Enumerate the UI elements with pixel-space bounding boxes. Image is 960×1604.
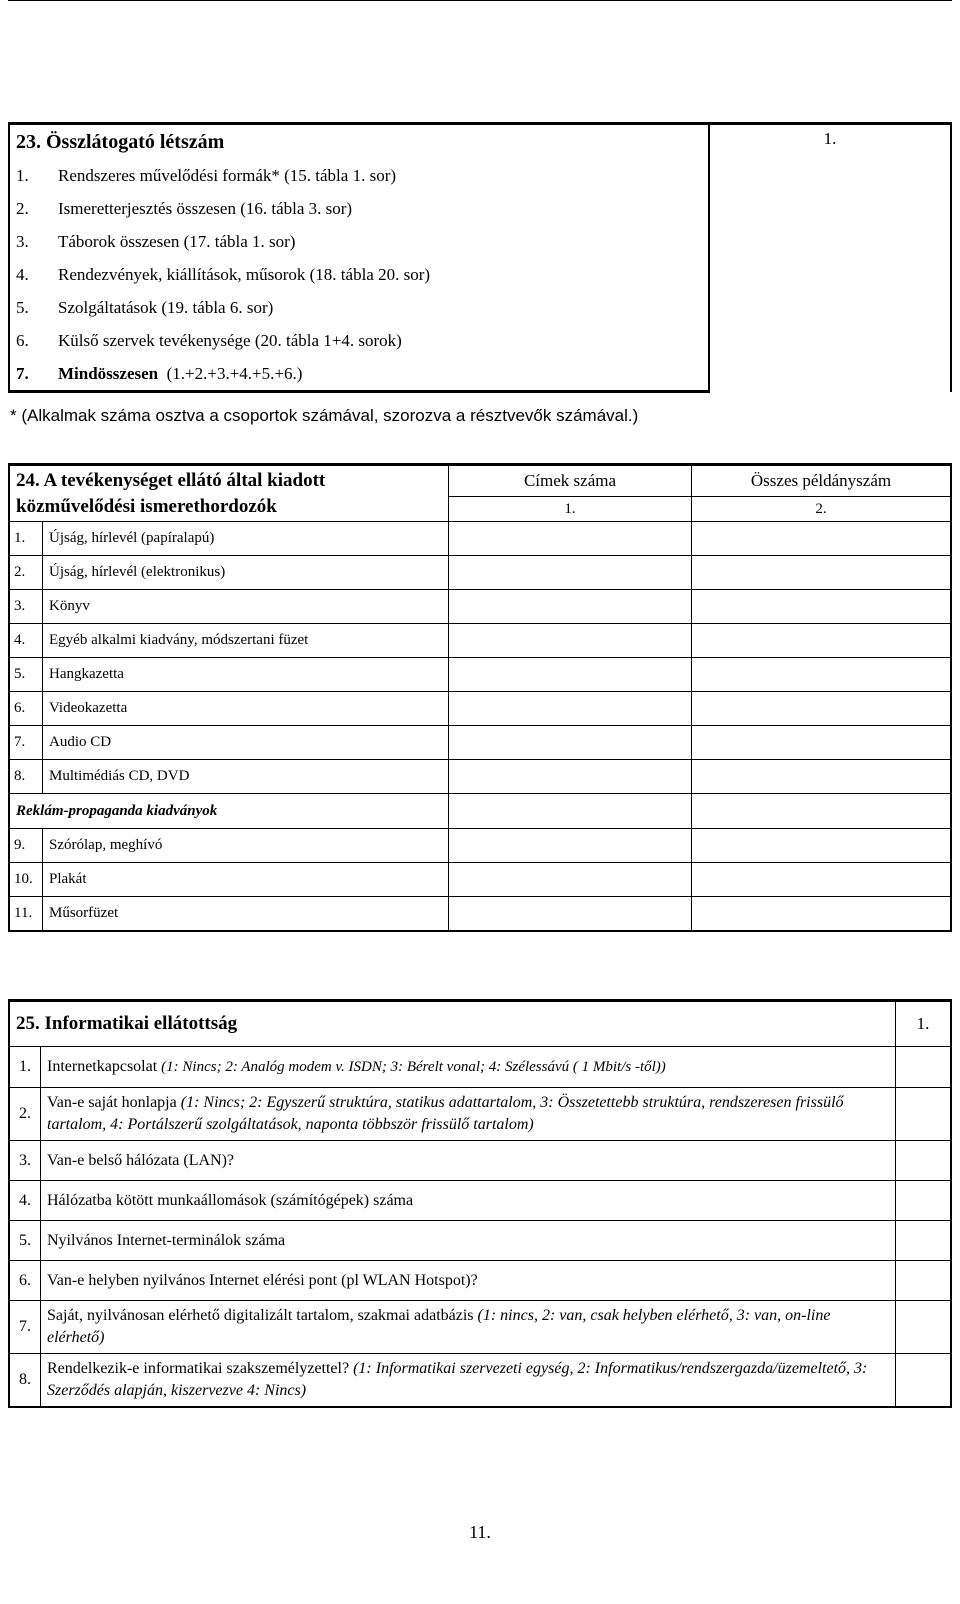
- table-row: [9, 1001, 951, 1047]
- cell-copies[interactable]: [692, 692, 952, 726]
- question-text: Internetkapcsolat: [47, 1058, 162, 1075]
- row-number: 8.: [9, 760, 43, 794]
- table-row: [9, 829, 951, 863]
- answer-options: (1: Nincs; 2: Analóg modem v. ISDN; 3: Bérelt vonal; 4: Szélessávú ( 1 Mbit/s -től)): [161, 1059, 666, 1075]
- row-label: Rendszeres művelődési formák* (15. tábla 1. sor): [58, 165, 397, 185]
- row-number: 3.: [9, 1141, 41, 1181]
- cell-answer[interactable]: [896, 1354, 952, 1408]
- table-row-subheading: [9, 794, 951, 829]
- cell-answer[interactable]: [896, 1221, 952, 1261]
- row-number: 2.: [9, 556, 43, 590]
- cell-copies[interactable]: [692, 897, 952, 932]
- cell-titles[interactable]: [449, 556, 692, 590]
- row-number: 11.: [9, 897, 43, 932]
- cell-titles[interactable]: [449, 760, 692, 794]
- cell-answer[interactable]: [896, 1261, 952, 1301]
- table-25-title: 25. Informatikai ellátottság: [9, 1001, 896, 1047]
- row-number: 7.: [9, 1301, 41, 1354]
- cell-blank: [692, 794, 952, 829]
- row-number: 8.: [9, 1354, 41, 1408]
- cell-answer[interactable]: [896, 1047, 952, 1088]
- table-row: [9, 1181, 951, 1221]
- column-number: 2.: [692, 497, 952, 522]
- row-number: 6.: [9, 1261, 41, 1301]
- cell-titles[interactable]: [449, 658, 692, 692]
- row-label: Egyéb alkalmi kiadvány, módszertani füzet: [43, 624, 449, 658]
- total-label: Mindösszesen: [58, 363, 159, 383]
- row-label: [41, 1088, 896, 1141]
- answer-options: (1: Informatikai szervezeti egység, 2: Informatikus/rendszergazda/üzemeltető, 3: Szerződés alapján, kiszervezve 4: Nincs): [47, 1360, 868, 1399]
- page-number: 11.: [469, 1522, 491, 1542]
- table-row: [9, 1221, 951, 1261]
- cell-copies[interactable]: [692, 726, 952, 760]
- cell-blank: [449, 794, 692, 829]
- cell-titles[interactable]: [449, 726, 692, 760]
- table-row: [9, 1354, 951, 1408]
- row-label: Van-e belső hálózata (LAN)?: [41, 1141, 896, 1181]
- cell-copies[interactable]: [692, 590, 952, 624]
- row-label: Könyv: [43, 590, 449, 624]
- question-text: Saját, nyilvánosan elérhető digitalizált tartalom, szakmai adatbázis: [47, 1307, 478, 1324]
- cell-answer[interactable]: [896, 1088, 952, 1141]
- row-label: Videokazetta: [43, 692, 449, 726]
- row-number: 5.: [9, 658, 43, 692]
- cell-copies[interactable]: [692, 556, 952, 590]
- top-rule: [8, 0, 952, 1]
- column-number: 1.: [449, 497, 692, 522]
- table-row: [9, 1141, 951, 1181]
- table-row: [9, 624, 951, 658]
- row-number: 1.: [9, 1047, 41, 1088]
- table-row: [9, 863, 951, 897]
- row-label: Rendezvények, kiállítások, műsorok (18. tábla 20. sor): [58, 264, 431, 284]
- row-label: [41, 1354, 896, 1408]
- table-24-publications: [8, 463, 952, 932]
- table-row: [9, 1301, 951, 1354]
- table-row: [9, 1261, 951, 1301]
- cell-answer[interactable]: [896, 1141, 952, 1181]
- cell-titles[interactable]: [449, 624, 692, 658]
- row-label: Műsorfüzet: [43, 897, 449, 932]
- table-row: [9, 658, 951, 692]
- row-number: 5.: [9, 1221, 41, 1261]
- table-row: [9, 726, 951, 760]
- row-label: Van-e helyben nyilvános Internet elérési pont (pl WLAN Hotspot)?: [41, 1261, 896, 1301]
- table-row: [9, 692, 951, 726]
- row-label: Nyilvános Internet-terminálok száma: [41, 1221, 896, 1261]
- row-number: 1.: [9, 522, 43, 556]
- table-25-it-equipment: [8, 999, 952, 1408]
- cell-copies[interactable]: [692, 829, 952, 863]
- row-label: Hálózatba kötött munkaállomások (számítógépek) száma: [41, 1181, 896, 1221]
- cell-copies[interactable]: [692, 658, 952, 692]
- cell-copies[interactable]: [692, 522, 952, 556]
- cell-titles[interactable]: [449, 522, 692, 556]
- row-number: 3.: [9, 590, 43, 624]
- row-label: Szórólap, meghívó: [43, 829, 449, 863]
- row-number: 6.: [9, 692, 43, 726]
- row-number: 4.: [16, 264, 29, 284]
- question-text: Van-e saját honlapja: [47, 1094, 181, 1111]
- row-number: 2.: [9, 1088, 41, 1141]
- cell-answer[interactable]: [896, 1301, 952, 1354]
- question-text: Rendelkezik-e informatikai szakszemélyzettel?: [47, 1360, 354, 1377]
- row-label: Külső szervek tevékenysége (20. tábla 1+4. sorok): [58, 330, 402, 350]
- row-label: [41, 1047, 896, 1088]
- table-row: [9, 1088, 951, 1141]
- row-number: 7.: [16, 363, 29, 383]
- row-number: 1.: [16, 165, 29, 185]
- row-number: 4.: [9, 624, 43, 658]
- table-row: [9, 556, 951, 590]
- cell-copies[interactable]: [692, 624, 952, 658]
- table-row: [9, 590, 951, 624]
- table-row: [9, 897, 951, 932]
- row-label: Újság, hírlevél (papíralapú): [43, 522, 449, 556]
- row-number: 7.: [9, 726, 43, 760]
- cell-copies[interactable]: [692, 863, 952, 897]
- table-row: [9, 124, 951, 160]
- row-number: 2.: [16, 198, 29, 218]
- row-number: 3.: [16, 231, 29, 251]
- answer-options: (1: Nincs; 2: Egyszerű struktúra, statikus adattartalom, 3: Összetettebb struktúra, rendszeresen frissülő tartalom, 4: Portálszerű szolgáltatások, naponta többször frissülő tartalom): [47, 1094, 844, 1133]
- cell-titles[interactable]: [449, 590, 692, 624]
- row-label: Ismeretterjesztés összesen (16. tábla 3. sor): [58, 198, 353, 218]
- row-label: Audio CD: [43, 726, 449, 760]
- table-23-column-number: 1.: [709, 124, 951, 392]
- row-number: 9.: [9, 829, 43, 863]
- row-number: 6.: [16, 330, 29, 350]
- table-23-visitors: [8, 122, 952, 393]
- row-number: 5.: [16, 297, 29, 317]
- row-label: [41, 1301, 896, 1354]
- row-label: Multimédiás CD, DVD: [43, 760, 449, 794]
- table-24-title: 24. A tevékenységet ellátó által kiadott közművelődési ismerethordozók: [9, 465, 449, 522]
- row-number: 10.: [9, 863, 43, 897]
- answer-options: (1: nincs, 2: van, csak helyben elérhető, 3: van, on-line elérhető): [47, 1307, 831, 1346]
- column-header-titles: Címek száma: [449, 465, 692, 497]
- cell-answer[interactable]: [896, 1181, 952, 1221]
- row-label: Plakát: [43, 863, 449, 897]
- table-row: [9, 465, 951, 497]
- subheading-promo: Reklám-propaganda kiadványok: [9, 794, 449, 829]
- row-label: Szolgáltatások (19. tábla 6. sor): [58, 297, 274, 317]
- total-formula: (1.+2.+3.+4.+5.+6.): [166, 363, 303, 383]
- table-25-column-number: 1.: [896, 1001, 952, 1047]
- row-number: 4.: [9, 1181, 41, 1221]
- table-row: [9, 1047, 951, 1088]
- cell-titles[interactable]: [449, 692, 692, 726]
- table-row: [9, 522, 951, 556]
- cell-titles[interactable]: [449, 897, 692, 932]
- cell-titles[interactable]: [449, 829, 692, 863]
- column-header-copies: Összes példányszám: [692, 465, 952, 497]
- table-23-title: 23. Összlátogató létszám: [9, 124, 709, 160]
- table-row: [9, 760, 951, 794]
- row-label: Újság, hírlevél (elektronikus): [43, 556, 449, 590]
- cell-titles[interactable]: [449, 863, 692, 897]
- row-label: Táborok összesen (17. tábla 1. sor): [58, 231, 296, 251]
- table-23-footnote: * (Alkalmak száma osztva a csoportok számával, szorozva a résztvevők számával.): [10, 406, 639, 425]
- cell-copies[interactable]: [692, 760, 952, 794]
- row-label: Hangkazetta: [43, 658, 449, 692]
